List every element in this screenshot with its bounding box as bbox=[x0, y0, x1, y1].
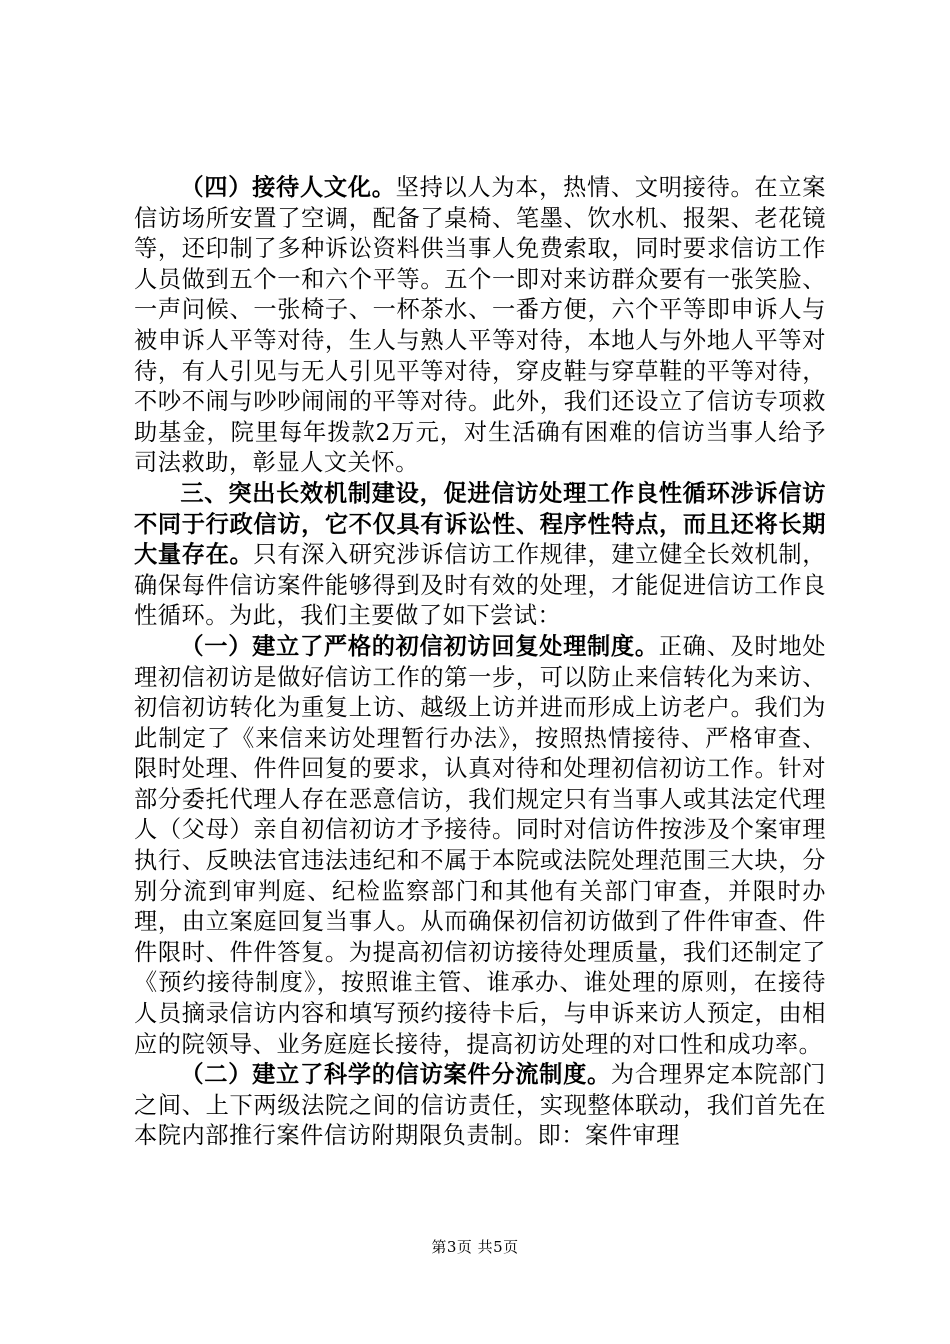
paragraph-first-visit-system bbox=[134, 632, 826, 1060]
document-body bbox=[134, 173, 826, 1152]
paragraph-heading: （二）建立了科学的信访案件分流制度。 bbox=[180, 1061, 611, 1089]
page-footer bbox=[0, 1236, 950, 1257]
paragraph-text: 正确、及时地处理初信初访是做好信访工作的第一步，可以防止来信转化为来访、初信初访转化为重复上访、越级上访并进而形成上访老户。我们为此制定了《来信来访处理暂行办法》，按照热情接待、严格审查、限时处理、件件回复的要求，认真对待和处理初信初访工作。针对部分委托代理人存在恶意信访，我们规定只有当事人或其法定代理人（父母）亲自初信初访才予接待。同时对信访件按涉及个案审理执行、反映法官违法违纪和不属于本院或法院处理范围三大块，分别分流到审判庭、纪检监察部门和其他有关部门审查，并限时办理，由立案庭回复当事人。从而确保初信初访做到了件件审查、件件限时、件件答复。为提高初信初访接待处理质量，我们还制定了《预约接待制度》，按照谁主管、谁承办、谁处理的原则，在接待人员摘录信访内容和填写预约接待卡后，与申诉来访人预定，由相应的院领导、业务庭庭长接待，提高初访处理的对口性和成功率。 bbox=[134, 632, 826, 1058]
paragraph-heading: （一）建立了严格的初信初访回复处理制度。 bbox=[180, 632, 659, 660]
paragraph-text: 为合理界定本院部门之间、上下两级法院之间的信访责任，实现整体联动，我们首先在本院内部推行案件信访附期限负责制。即：案件审理 bbox=[134, 1061, 827, 1150]
paragraph-case-diversion-system bbox=[134, 1060, 826, 1152]
paragraph-heading: （四）接待人文化。 bbox=[180, 174, 396, 201]
paragraph-text: 只有深入研究涉诉信访工作规律，建立健全长效机制，确保每件信访案件能够得到及时有效的处理，才能促进信访工作良性循环。为此，我们主要做了如下尝试： bbox=[134, 541, 827, 630]
paragraph-long-term-mechanism bbox=[134, 479, 826, 632]
paragraph-text: 坚持以人为本，热情、文明接待。在立案信访场所安置了空调，配备了桌椅、笔墨、饮水机、报架、老花镜等，还印制了多种诉讼资料供当事人免费索取，同时要求信访工作人员做到五个一和六个平等。五个一即对来访群众要有一张笑脸、一声问候、一张椅子、一杯茶水、一番方便，六个平等即申诉人与被申诉人平等对待，生人与熟人平等对待，本地人与外地人平等对待，有人引见与无人引见平等对待，穿皮鞋与穿草鞋的平等对待，不吵不闹与吵吵闹闹的平等对待。此外，我们还设立了信访专项救助基金，院里每年拨款2万元，对生活确有困难的信访当事人给予司法救助，彰显人文关怀。 bbox=[134, 174, 826, 477]
page-number: 第3页 共5页 bbox=[431, 1238, 519, 1256]
paragraph-reception-culture bbox=[134, 173, 826, 479]
section-heading: 三、突出长效机制建设，促进信访处理工作良性循环涉诉信访不同于行政信访，它不仅具有诉讼性、程序性特点，而且还将长期大量存在。 bbox=[134, 479, 826, 569]
